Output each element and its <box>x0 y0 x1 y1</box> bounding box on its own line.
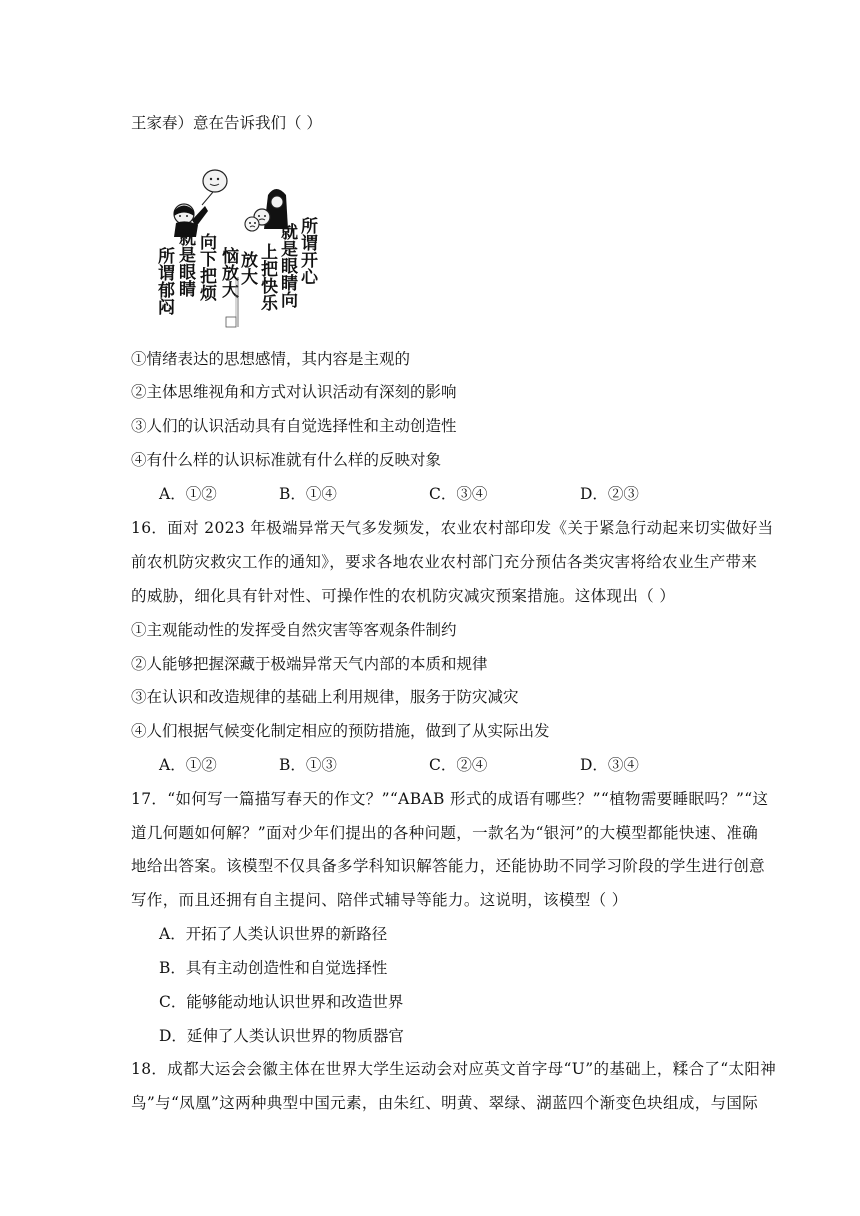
q15-statement-1: ①情绪表达的思想感情，其内容是主观的 <box>131 350 411 368</box>
calligraphy-column: 就是眼睛向 <box>277 223 297 308</box>
q15-option-a[interactable]: A．①② <box>159 485 217 503</box>
q18-stem-line-2: 鸟”与“凤凰”这两种典型中国元素，由朱红、明黄、翠绿、湖蓝四个渐变色块组成，与国际 <box>131 1094 759 1112</box>
q18-stem-line-1: 18．成都大运会会徽主体在世界大学生运动会对应英文首字母“U”的基础上，糅合了“太阳神 <box>131 1060 777 1078</box>
calligraphy-column: 就是眼睛 <box>175 229 195 297</box>
q17-option-b[interactable]: B．具有主动创造性和自觉选择性 <box>159 959 388 977</box>
q16-option-b[interactable]: B．①③ <box>279 756 337 774</box>
q15-cartoon-figure <box>140 167 325 337</box>
q15-option-b[interactable]: B．①④ <box>279 485 337 503</box>
q16-statement-4: ④人们根据气候变化制定相应的预防措施，做到了从实际出发 <box>131 722 550 740</box>
calligraphy-column: 所谓郁闷 <box>154 247 174 315</box>
q17-option-a[interactable]: A．开拓了人类认识世界的新路径 <box>159 925 388 943</box>
q17-option-d[interactable]: D．延伸了人类认识世界的物质器官 <box>159 1027 404 1045</box>
q17-option-c[interactable]: C．能够能动地认识世界和改造世界 <box>159 993 404 1011</box>
q15-statement-4: ④有什么样的认识标准就有什么样的反映对象 <box>131 451 442 469</box>
q17-stem-line-1: 17．“如何写一篇描写春天的作文？”“ABAB 形式的成语有哪些？”“植物需要睡眠吗？”“这 <box>131 790 769 808</box>
q16-statement-2: ②人能够把握深藏于极端异常天气内部的本质和规律 <box>131 655 488 673</box>
q16-stem-line-2: 前农机防灾救灾工作的通知》，要求各地农业农村部门充分预估各类灾害将给农业生产带来 <box>131 553 758 571</box>
calligraphy-column: 上把快乐 <box>257 243 277 311</box>
q15-statement-3: ③人们的认识活动具有自觉选择性和主动创造性 <box>131 417 457 435</box>
q15-statement-2: ②主体思维视角和方式对认识活动有深刻的影响 <box>131 383 457 401</box>
q16-stem-line-1: 16．面对 2023 年极端异常天气多发频发，农业农村部印发《关于紧急行动起来切实做好当 <box>131 519 774 537</box>
q15-option-c[interactable]: C．③④ <box>429 485 488 503</box>
calligraphy-column: 放大 <box>237 251 257 285</box>
cartoon-left-figure <box>174 170 227 237</box>
q17-stem-line-4: 写作，而且还拥有自主提问、陪伴式辅导等能力。这说明，该模型（ ） <box>131 891 628 909</box>
calligraphy-column: 所谓开心 <box>297 217 317 285</box>
calligraphy-column: 恼放大 <box>218 247 238 298</box>
q15-option-d[interactable]: D．②③ <box>580 485 639 503</box>
q16-stem-line-3: 的威胁，细化具有针对性、可操作性的农机防灾减灾预案措施。这体现出（ ） <box>131 587 676 605</box>
q16-option-d[interactable]: D．③④ <box>580 756 639 774</box>
q16-option-a[interactable]: A．①② <box>159 756 217 774</box>
q16-statement-1: ①主观能动性的发挥受自然灾害等客观条件制约 <box>131 621 457 639</box>
q15-stem-tail: 王家春）意在告诉我们（ ） <box>131 114 322 132</box>
q16-statement-3: ③在认识和改造规律的基础上利用规律，服务于防灾减灾 <box>131 688 519 706</box>
q17-stem-line-2: 道几何题如何解？”面对少年们提出的各种问题，一款名为“银河”的大模型都能快速、准确 <box>131 824 759 842</box>
calligraphy-column: 向下把烦 <box>196 233 216 301</box>
q16-option-c[interactable]: C．②④ <box>429 756 488 774</box>
q17-stem-line-3: 地给出答案。该模型不仅具备多学科知识解答能力，还能协助不同学习阶段的学生进行创意 <box>131 857 766 875</box>
